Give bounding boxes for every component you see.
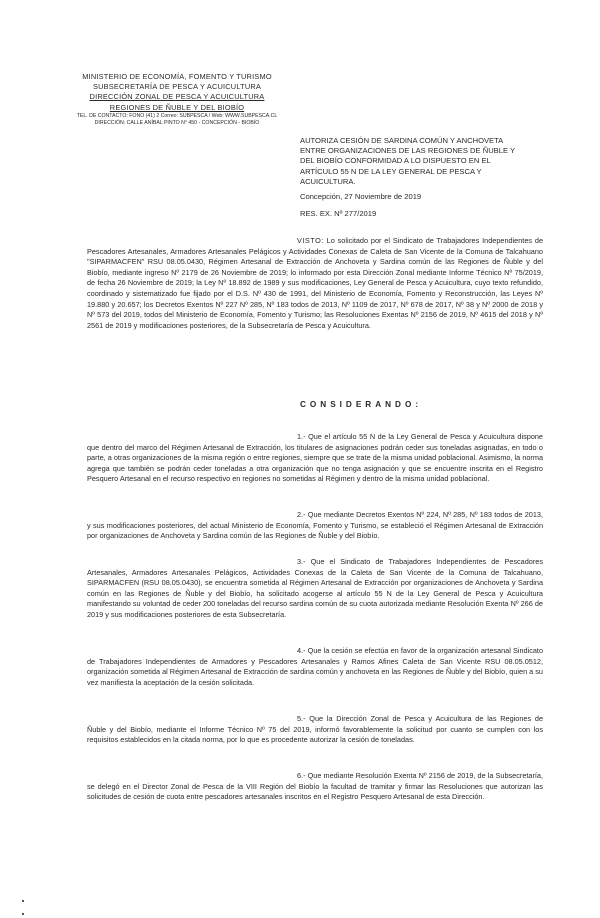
considerando-item-2: [87, 510, 543, 542]
item-text: Que el artículo 55 N de la Ley General de Pesca y Acuicultura dispone que dentro del marco del Régimen Artesanal de Extracción, los titulares de asignaciones podrán ceder sus toneladas asignadas, en todo o parte, a otras organizaciones de la misma región o entre regiones, siempre que se trate de la misma unidad poblacional. Asimismo, la norma agrega que también se podrán ceder toneladas a otra organización que no tenga asignación y que se encuentre inscrita en el Registro Pesquero Artesanal en el recurso respectivo en regiones no sometidas al Régimen y dentro de la misma unidad poblacional.: [87, 432, 543, 484]
letterhead: [52, 72, 302, 126]
date-line: Concepción, 27 Noviembre de 2019: [300, 192, 422, 201]
contact-line-1: TEL. DE CONTACTO: FONO (41) 2 Correo: SUBPESCA / Web: WWW.SUBPESCA.CL: [76, 112, 278, 119]
visto-label: VISTO:: [297, 236, 324, 245]
visto-paragraph: [87, 236, 543, 331]
considerando-item-5: [87, 714, 543, 746]
ministry-name: MINISTERIO DE ECONOMÍA, FOMENTO Y TURISMO: [82, 72, 272, 81]
scan-speck: [22, 900, 24, 902]
item-number: 3.-: [297, 557, 306, 566]
visto-text: Lo solicitado por el Sindicato de Trabajadores Independientes de Pescadores Artesanales, Armadores Artesanales Pelágicos y Actividades Conexas de Caleta de San Vicente de la Comuna de Talcahuano "SIPARMACFEN" RSU 08.05.0430, Régimen Artesanal de Extracción de Anchoveta y Sardina común de las Regiones de Ñuble y del Biobío, mediante ingreso Nº 2179 de 26 Noviembre de 2019; lo informado por esta Dirección Zonal mediante Informe Técnico Nº 75/2019, de fecha 26 Noviembre de 2019; la Ley Nº 18.892 de 1989 y sus modificaciones, Ley General de Pesca y Acuicultura, cuyo texto refundido, coordinado y sistematizado fue fijado por el D.S. Nº 430 de 1991, del Ministerio de Economía, Fomento y Reconstrucción, las Leyes Nº 19.880 y 20.657; los Decretos Exentos Nº 227 Nº 285, Nº 183 todos de 2013, Nº 1109 de 2017, Nº 678 de 2017, Nº 38 y Nº 2000 de 2018 y Nº 573 del 2019, todos del Ministerio de Economía, Fomento y Turismo; las Resoluciones Exentas Nº 2156 de 2019, Nº 4615 del 2018 y Nº 2561 de 2019 y modificaciones posteriores, de la Subsecretaría de Pesca y Acuicultura.: [87, 236, 543, 330]
undersecretary-name: SUBSECRETARÍA DE PESCA Y ACUICULTURA: [92, 82, 262, 92]
considerando-item-6: [87, 771, 543, 803]
considerando-title: CONSIDERANDO:: [300, 400, 423, 409]
item-number: 4.-: [297, 646, 306, 655]
item-number: 1.-: [297, 432, 306, 441]
item-text: Que mediante Resolución Exenta Nº 2156 de 2019, de la Subsecretaría, se delegó en el Director Zonal de Pesca de la VIII Región del Biobío la facultad de tramitar y firmar las Resoluciones que autorizan las solicitudes de cesión de cuota entre pescadores artesanales inscritos en el Registro Pesquero Artesanal de esta Dirección.: [87, 771, 544, 802]
regions-name: REGIONES DE ÑUBLE Y DEL BIOBÍO: [109, 102, 245, 112]
directorate-name: DIRECCIÓN ZONAL DE PESCA Y ACUICULTURA: [89, 92, 265, 102]
considerando-item-3: [87, 557, 543, 621]
resolution-number: RES. EX. Nº 277/2019: [300, 209, 377, 218]
scan-speck: [22, 913, 24, 915]
item-number: 5.-: [297, 714, 306, 723]
contact-line-2: DIRECCIÓN: CALLE ANÍBAL PINTO N° 450 - CONCEPCIÓN - BIOBÍO: [94, 119, 260, 126]
item-text: Que la Dirección Zonal de Pesca y Acuicultura de las Regiones de Ñuble y del Biobío, mediante el Informe Técnico Nº 75 del 2019, informó favorablemente la solicitud por cuanto se cumplen con los requisitos establecidos en la citada norma, por lo que es procedente autorizar la cesión de toneladas.: [87, 714, 543, 745]
considerando-item-1: [87, 432, 543, 485]
considerando-item-4: [87, 646, 543, 688]
item-number: 6.-: [297, 771, 306, 780]
item-number: 2.-: [297, 510, 306, 519]
resolution-subject: AUTORIZA CESIÓN DE SARDINA COMÚN Y ANCHOVETA ENTRE ORGANIZACIONES DE LAS REGIONES DE ÑUBLE Y DEL BIOBÍO CONFORMIDAD A LO DISPUESTO EN EL ARTÍCULO 55 N DE LA LEY GENERAL DE PESCA Y ACUICULTURA.: [300, 136, 515, 186]
item-text: Que el Sindicato de Trabajadores Independientes de Pescadores Artesanales, Armadores Artesanales Pelágicos, Actividades Conexas de la Caleta de San Vicente de la Comuna de Talcahuano, SIPARMACFEN (RSU 08.05.0430), se encuentra sometida al Régimen Artesanal de Extracción por organizaciones de Anchoveta y Sardina común en las Regiones de Ñuble y del Biobío, ha solicitado acogerse al artículo 55 N de la Ley General de Pesca y Acuicultura manifestando su voluntad de ceder 200 toneladas del recurso sardina común de su cuota autorizada mediante Resolución Exenta Nº 266 de 2019 y sus modificaciones posteriores de esta Subsecretaría.: [87, 557, 543, 619]
item-text: Que la cesión se efectúa en favor de la organización artesanal Sindicato de Trabajadores Independientes de Armadores y Pescadores Artesanales y Ramos Afines Caleta de San Vicente RSU 08.05.0512, organización sometida al Régimen Artesanal de Extracción de sardina común y anchoveta en las Regiones de Ñuble y del Biobío, quien a su vez manifiesta la aceptación de la cesión solicitada.: [87, 646, 543, 687]
item-text: Que mediante Decretos Exentos Nº 224, Nº 285, Nº 183 todos de 2013, y sus modificaciones posteriores, del actual Ministerio de Economía, Fomento y Turismo, se estableció el Régimen Artesanal de Extracción por organizaciones de Anchoveta y Sardina común de las Regiones de Ñuble y del Biobío.: [87, 510, 544, 541]
